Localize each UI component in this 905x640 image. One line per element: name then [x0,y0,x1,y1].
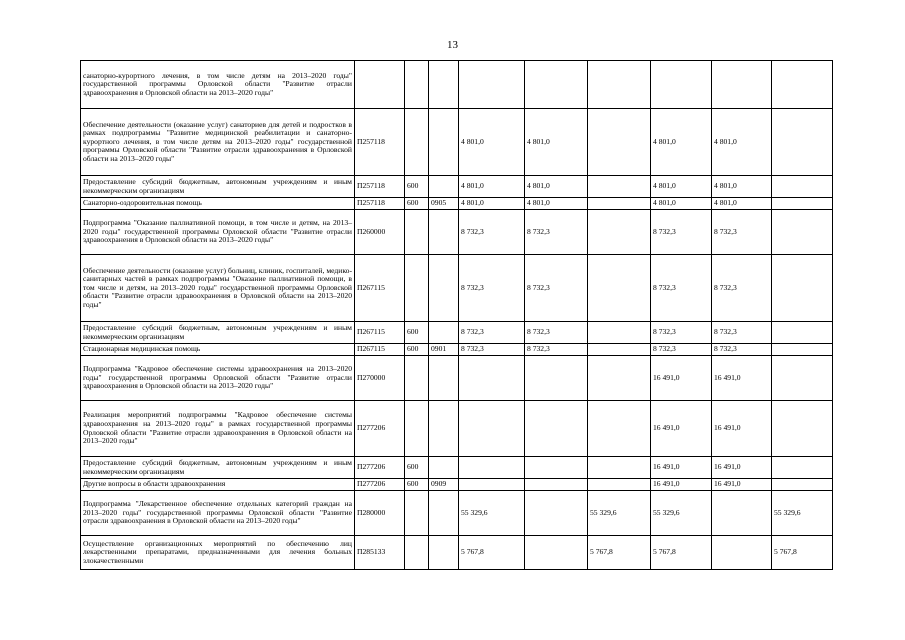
row-code: П270000 [355,356,405,401]
budget-table [80,60,833,570]
row-name: Подпрограмма "Лекарственное обеспечение отдельных категорий граждан на 2013–2020 годы" государственной программы Орловской области "Развитие отрасли здравоохранения в Орловской области на 2013–2020 годы" [81,491,355,536]
row-value-1 [459,457,525,479]
row-vr [405,210,429,255]
row-rz [429,61,459,109]
row-vr [405,61,429,109]
row-vr [405,536,429,570]
row-value-2: 4 801,0 [525,176,588,198]
row-value-3 [588,61,651,109]
row-value-1 [459,401,525,457]
row-value-1: 4 801,0 [459,109,525,176]
table-row [81,322,833,344]
row-rz [429,322,459,344]
row-code: П285133 [355,536,405,570]
row-rz: 0901 [429,344,459,356]
table-row [81,457,833,479]
row-value-5: 4 801,0 [712,109,772,176]
row-value-2 [525,491,588,536]
row-value-2: 8 732,3 [525,344,588,356]
row-vr [405,109,429,176]
row-value-5: 8 732,3 [712,322,772,344]
row-value-5: 4 801,0 [712,198,772,210]
row-code: П277206 [355,479,405,491]
row-code: П277206 [355,457,405,479]
row-value-4: 8 732,3 [651,255,712,322]
row-rz [429,176,459,198]
table-row [81,176,833,198]
row-value-4: 5 767,8 [651,536,712,570]
row-vr: 600 [405,344,429,356]
table-row [81,61,833,109]
row-value-5: 16 491,0 [712,479,772,491]
row-value-3 [588,322,651,344]
row-vr: 600 [405,198,429,210]
row-value-2: 8 732,3 [525,255,588,322]
row-vr: 600 [405,479,429,491]
row-value-4: 8 732,3 [651,344,712,356]
row-value-1: 8 732,3 [459,210,525,255]
row-name: Предоставление субсидий бюджетным, автономным учреждениям и иным некоммерческим организациям [81,176,355,198]
row-value-4: 4 801,0 [651,109,712,176]
row-value-2 [525,479,588,491]
row-rz [429,255,459,322]
row-vr [405,491,429,536]
row-value-3 [588,255,651,322]
row-code: П267115 [355,322,405,344]
row-vr [405,401,429,457]
row-value-3: 5 767,8 [588,536,651,570]
row-code: П257118 [355,176,405,198]
row-value-6 [772,457,833,479]
row-value-4: 16 491,0 [651,479,712,491]
row-value-6 [772,356,833,401]
row-value-5 [712,491,772,536]
row-vr: 600 [405,176,429,198]
row-value-4: 4 801,0 [651,198,712,210]
row-value-3 [588,176,651,198]
row-value-6: 55 329,6 [772,491,833,536]
row-value-1: 8 732,3 [459,322,525,344]
row-value-6 [772,479,833,491]
row-value-2: 8 732,3 [525,210,588,255]
row-value-3 [588,356,651,401]
table-row [81,401,833,457]
row-rz [429,536,459,570]
row-value-3 [588,109,651,176]
row-value-4 [651,61,712,109]
row-vr [405,356,429,401]
row-value-6 [772,255,833,322]
row-name: Осуществление организационных мероприятий по обеспечению лиц лекарственными препаратами, предназначенными для лечения больных злокачественными [81,536,355,570]
row-value-6 [772,210,833,255]
row-value-4: 16 491,0 [651,457,712,479]
row-code: П277206 [355,401,405,457]
row-value-5: 16 491,0 [712,401,772,457]
row-vr: 600 [405,457,429,479]
row-value-5 [712,536,772,570]
row-value-3 [588,401,651,457]
row-code: П267115 [355,344,405,356]
row-value-3 [588,457,651,479]
row-name: Предоставление субсидий бюджетным, автономным учреждениям и иным некоммерческим организациям [81,322,355,344]
row-value-6: 5 767,8 [772,536,833,570]
row-value-1: 4 801,0 [459,176,525,198]
row-rz [429,109,459,176]
row-value-3 [588,479,651,491]
table-row [81,109,833,176]
row-value-6 [772,322,833,344]
row-name: Обеспечение деятельности (оказание услуг) больниц, клиник, госпиталей, медико-санитарных частей в рамках подпрограммы "Оказание паллиативной помощи, в том числе и детям, на 2013–2020 годы" государственной программы Орловской области "Развитие отрасли здравоохранения в Орловской области на 2013–2020 годы" [81,255,355,322]
row-value-2 [525,536,588,570]
row-name: Другие вопросы в области здравоохранения [81,479,355,491]
row-name: санаторно-курортного лечения, в том числе детям на 2013–2020 годы" государственной программы Орловской области "Развитие отрасли здравоохранения в Орловской области на 2013–2020 годы" [81,61,355,109]
table-row [81,479,833,491]
row-code: П267115 [355,255,405,322]
row-value-6 [772,176,833,198]
row-code: П280000 [355,491,405,536]
row-value-5: 8 732,3 [712,344,772,356]
row-value-2: 4 801,0 [525,109,588,176]
row-name: Обеспечение деятельности (оказание услуг) санаториев для детей и подростков в рамках подпрограммы "Развитие медицинской реабилитации и санаторно-курортного лечения, в том числе детям на 2013–2020 годы" государственной программы Орловской области "Развитие отрасли здравоохранения в Орловской области на 2013–2020 годы" [81,109,355,176]
row-rz [429,356,459,401]
row-rz: 0905 [429,198,459,210]
table-row [81,344,833,356]
row-value-2: 4 801,0 [525,198,588,210]
row-value-5: 8 732,3 [712,255,772,322]
row-value-2 [525,356,588,401]
row-name: Стационарная медицинская помощь [81,344,355,356]
row-value-1: 4 801,0 [459,198,525,210]
row-value-4: 16 491,0 [651,356,712,401]
row-value-2 [525,61,588,109]
row-value-3 [588,210,651,255]
table-row [81,210,833,255]
row-value-3: 55 329,6 [588,491,651,536]
table-row [81,198,833,210]
row-value-1 [459,356,525,401]
row-value-1: 55 329,6 [459,491,525,536]
row-value-3 [588,198,651,210]
row-value-6 [772,401,833,457]
row-value-6 [772,61,833,109]
row-name: Санаторно-оздоровительная помощь [81,198,355,210]
row-vr [405,255,429,322]
row-value-6 [772,198,833,210]
row-rz [429,457,459,479]
row-value-2: 8 732,3 [525,322,588,344]
row-name: Реализация мероприятий подпрограммы "Кадровое обеспечение системы здравоохранения на 2013–2020 годы" в рамках государственной программы Орловской области "Развитие отрасли здравоохранения в Орловской области на 2013–2020 годы" [81,401,355,457]
row-value-4: 8 732,3 [651,210,712,255]
row-name: Подпрограмма "Кадровое обеспечение системы здравоохранения на 2013–2020 годы" государственной программы Орловской области "Развитие отрасли здравоохранения в Орловской области на 2013–2020 годы" [81,356,355,401]
row-value-5: 16 491,0 [712,457,772,479]
row-code: П257118 [355,109,405,176]
row-code: П257118 [355,198,405,210]
row-value-5: 16 491,0 [712,356,772,401]
row-value-1: 5 767,8 [459,536,525,570]
row-value-4: 16 491,0 [651,401,712,457]
row-value-3 [588,344,651,356]
table-row [81,536,833,570]
row-value-5: 8 732,3 [712,210,772,255]
row-vr: 600 [405,322,429,344]
row-rz [429,401,459,457]
row-value-1: 8 732,3 [459,255,525,322]
page-number: 13 [447,39,458,51]
row-name: Предоставление субсидий бюджетным, автономным учреждениям и иным некоммерческим организациям [81,457,355,479]
row-value-2 [525,457,588,479]
row-value-6 [772,109,833,176]
row-rz: 0909 [429,479,459,491]
row-value-4: 8 732,3 [651,322,712,344]
row-value-5 [712,61,772,109]
row-value-1 [459,61,525,109]
table-row [81,491,833,536]
row-name: Подпрограмма "Оказание паллиативной помощи, в том числе и детям, на 2013–2020 годы" государственной программы Орловской области "Развитие отрасли здравоохранения в Орловской области на 2013–2020 годы" [81,210,355,255]
row-value-1: 8 732,3 [459,344,525,356]
row-rz [429,491,459,536]
table-row [81,356,833,401]
row-rz [429,210,459,255]
row-value-6 [772,344,833,356]
row-code [355,61,405,109]
row-value-4: 4 801,0 [651,176,712,198]
row-value-5: 4 801,0 [712,176,772,198]
row-value-2 [525,401,588,457]
row-value-4: 55 329,6 [651,491,712,536]
row-code: П260000 [355,210,405,255]
row-value-1 [459,479,525,491]
table-row [81,255,833,322]
